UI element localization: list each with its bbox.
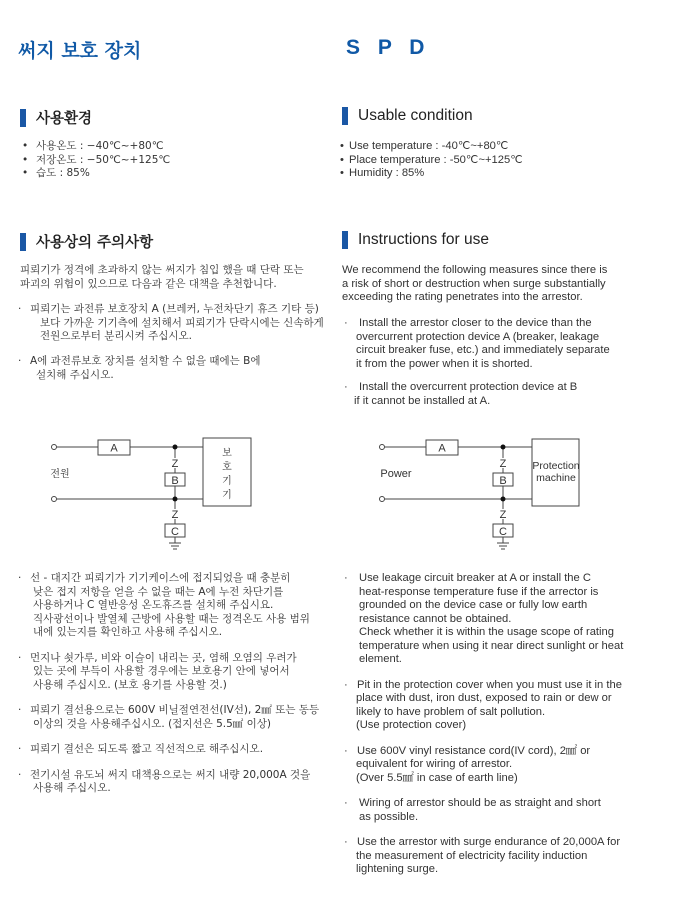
- item-line: overcurrent protection device A (breaker, leakage: [356, 330, 600, 343]
- bullet-mark: ·: [344, 381, 348, 393]
- instruction-item-kr: [18, 355, 328, 382]
- section-heading-instructions-kr: [20, 231, 153, 252]
- item-line: Use leakage circuit breaker at A or install the C: [359, 572, 591, 584]
- item-line: (Use protection cover): [356, 719, 467, 731]
- item-line: Pit in the protection cover when you must use it in the: [357, 678, 622, 691]
- item-line: it from the power when it is shorted.: [356, 357, 533, 370]
- item-line: Wiring of arrestor should be as straight and short: [359, 797, 601, 809]
- power-source-label: 전원: [50, 469, 70, 480]
- section-bar: [20, 109, 26, 127]
- item-line: 먼지나 쇳가루, 비와 이슬이 내리는 곳, 염해 오염의 우려가: [30, 651, 297, 664]
- item-line: 선 - 대지간 피뢰기가 기기케이스에 접지되었을 때 충분히: [30, 572, 291, 584]
- bullet-mark: ·: [18, 768, 22, 781]
- label-z: Z: [171, 509, 179, 521]
- item-line: element.: [359, 653, 402, 665]
- terminal-icon: [52, 497, 57, 502]
- item-line: the measurement of electricity facility induction: [356, 849, 588, 862]
- bullet-mark: ·: [18, 572, 22, 584]
- item-line: 전원으로부터 분리시켜 주십시오.: [40, 330, 193, 342]
- usable-condition-list-kr: [22, 140, 170, 181]
- label-c: C: [499, 526, 507, 538]
- label-z: Z: [499, 509, 507, 521]
- item-line: if it cannot be installed at A.: [354, 394, 491, 407]
- instruction-item-kr: [18, 743, 333, 757]
- bullet-mark: ·: [344, 317, 348, 329]
- item-line: Use 600V vinyl resistance cord(IV cord), 2㎟ or: [357, 744, 591, 757]
- junction-dot: [173, 497, 178, 502]
- item-line: 사용해 주십시오.: [33, 782, 111, 794]
- bullet-mark: ·: [18, 651, 22, 664]
- instruction-item-en: [342, 836, 677, 877]
- bullet-mark: ·: [18, 704, 22, 716]
- terminal-icon: [380, 445, 385, 450]
- item-line: 낮은 접지 저항을 얻을 수 없을 때는 A에 누전 차단기를: [33, 585, 284, 598]
- item-line: 있는 곳에 부득이 사용할 경우에는 보호용기 안에 넣어서: [33, 665, 290, 677]
- instruction-item-en: [342, 572, 677, 667]
- item-line: lightening surge.: [356, 863, 439, 875]
- junction-dot: [501, 497, 506, 502]
- item-line: equivalent for wiring of arrestor.: [356, 758, 513, 770]
- instruction-item-en: [342, 679, 677, 733]
- bullet-mark: ·: [18, 303, 22, 315]
- item-line: (Over 5.5㎟ in case of earth line): [356, 771, 518, 784]
- section-title: 사용상의 주의사항: [36, 235, 154, 251]
- terminal-icon: [52, 445, 57, 450]
- list-item: • 저장온도 : −50℃~+125℃: [22, 154, 170, 168]
- item-line: Check whether it is within the usage scope of rating: [359, 626, 614, 638]
- bullet-mark: ·: [344, 797, 348, 809]
- section-title: Usable condition: [358, 107, 473, 124]
- intro-line: We recommend the following measures since there is: [342, 264, 608, 276]
- item-line: circuit breaker fuse, etc.) and immediately separate: [356, 344, 610, 356]
- bullet-mark: ·: [344, 744, 348, 757]
- instruction-item-kr: [18, 303, 328, 344]
- terminal-icon: [380, 497, 385, 502]
- label-b: B: [499, 475, 507, 487]
- instruction-item-en: [342, 317, 672, 371]
- item-line: Use the arrestor with surge endurance of 20,000A for: [357, 836, 621, 848]
- instructions-intro-kr: [20, 264, 330, 291]
- junction-dot: [173, 445, 178, 450]
- item-line: 보다 가까운 기기측에 설치해서 피뢰기가 단락시에는 신속하게: [40, 316, 324, 329]
- section-title: Instructions for use: [358, 231, 489, 248]
- item-line: 피뢰기 결선용으로는 600V 비닐절연전선(IV선), 2㎟ 또는 동등: [30, 704, 320, 716]
- item-line: 내에 있는지를 확인하고 사용해 주십시오.: [33, 626, 223, 638]
- intro-line: 피뢰기가 정격에 초과하지 않는 써지가 침입 했을 때 단락 또는: [20, 264, 304, 276]
- instruction-item-kr: [18, 572, 333, 640]
- section-bar: [342, 231, 348, 249]
- device-label-line: 보: [222, 448, 232, 459]
- device-label-line: 호: [222, 462, 232, 473]
- item-line: Install the arrestor closer to the device than the: [359, 317, 592, 329]
- instruction-item-en: [342, 797, 677, 824]
- usable-condition-list-en: [340, 140, 523, 181]
- instruction-item-en: [342, 381, 672, 408]
- bullet-mark: ·: [18, 355, 22, 367]
- list-item: • 습도 : 85%: [22, 167, 170, 181]
- instruction-item-kr: [18, 704, 333, 731]
- junction-dot: [501, 445, 506, 450]
- item-line: 피뢰기는 과전류 보호장치 A (브레커, 누전차단기 휴즈 기타 등): [30, 303, 319, 315]
- bullet-mark: ·: [344, 836, 348, 848]
- device-label-line: 기: [222, 490, 232, 501]
- device-label-line: Protection: [532, 460, 580, 472]
- section-heading-usable-en: [342, 107, 473, 125]
- page-title-korean: 써지 보호 장치: [18, 40, 142, 62]
- item-line: 이상의 것을 사용해주십시오. (접지선은 5.5㎟ 이상): [33, 717, 271, 730]
- instruction-item-en: [342, 745, 677, 786]
- item-line: as possible.: [359, 810, 419, 823]
- item-line: resistance cannot be obtained.: [359, 612, 512, 625]
- item-line: 피뢰기 결선은 되도록 짧고 직선적으로 해주십시오.: [30, 743, 264, 755]
- label-z: Z: [171, 458, 179, 470]
- section-title: 사용환경: [36, 111, 93, 127]
- label-c: C: [171, 526, 179, 538]
- list-item: • Use temperature : -40℃~+80℃: [340, 140, 523, 154]
- label-z: Z: [499, 458, 507, 470]
- item-line: Install the overcurrent protection device at B: [359, 381, 578, 393]
- item-line: heat-response temperature fuse if the arrector is: [359, 585, 599, 598]
- list-item: • Humidity : 85%: [340, 167, 523, 181]
- section-bar: [20, 233, 26, 251]
- item-line: 직사광선이나 발열체 근방에 사용할 때는 정격온도 사용 범위: [33, 612, 310, 625]
- list-item: • Place temperature : -50℃~+125℃: [340, 154, 523, 168]
- bullet-mark: ·: [344, 572, 348, 584]
- intro-line: a risk of short or destruction when surge substantially: [342, 277, 606, 290]
- instructions-bottom-kr: [18, 572, 333, 796]
- section-heading-instructions-en: [342, 231, 489, 249]
- item-line: 설치해 주십시오.: [36, 368, 114, 381]
- bullet-mark: ·: [18, 743, 22, 755]
- intro-line: 파괴의 위험이 있으므로 다음과 같은 대책을 추천합니다.: [20, 277, 277, 290]
- instructions-bottom-en: [342, 572, 677, 877]
- section-heading-usable-kr: [20, 107, 92, 128]
- item-line: temperature when using it near direct sunlight or heat: [359, 639, 624, 652]
- item-line: 사용해 주십시오. (보호 용기를 사용할 것.): [33, 678, 227, 691]
- device-label-line: 기: [222, 476, 232, 487]
- item-line: grounded on the device case or fully low earth: [359, 599, 588, 611]
- bullet-mark: ·: [344, 678, 348, 691]
- item-line: 전기시설 유도뇌 써지 대책용으로는 써지 내량 20,000A 것을: [30, 768, 311, 781]
- instructions-intro-en: [342, 264, 672, 305]
- item-line: place with dust, iron dust, exposed to rain or dew or: [356, 692, 612, 704]
- instruction-item-kr: [18, 652, 333, 693]
- circuit-diagram-en: [360, 430, 620, 560]
- item-line: likely to have problem of salt pollution.: [356, 705, 546, 718]
- instruction-item-kr: [18, 769, 333, 796]
- intro-line: exceeding the rating penetrates into the arrestor.: [342, 291, 583, 303]
- item-line: A에 과전류보호 장치를 설치할 수 없을 때에는 B에: [30, 355, 261, 367]
- label-a: A: [438, 442, 446, 455]
- device-label-line: machine: [536, 472, 576, 484]
- circuit-diagram-kr: [30, 430, 290, 560]
- label-a: A: [110, 442, 118, 455]
- page-title-english: S P D: [346, 36, 431, 59]
- item-line: 사용하거나 C 열반응성 온도휴즈를 설치해 주십시요.: [33, 599, 274, 611]
- power-source-label: Power: [380, 468, 412, 480]
- label-b: B: [171, 475, 179, 487]
- section-bar: [342, 107, 348, 125]
- list-item: • 사용온도 : −40℃~+80℃: [22, 140, 170, 154]
